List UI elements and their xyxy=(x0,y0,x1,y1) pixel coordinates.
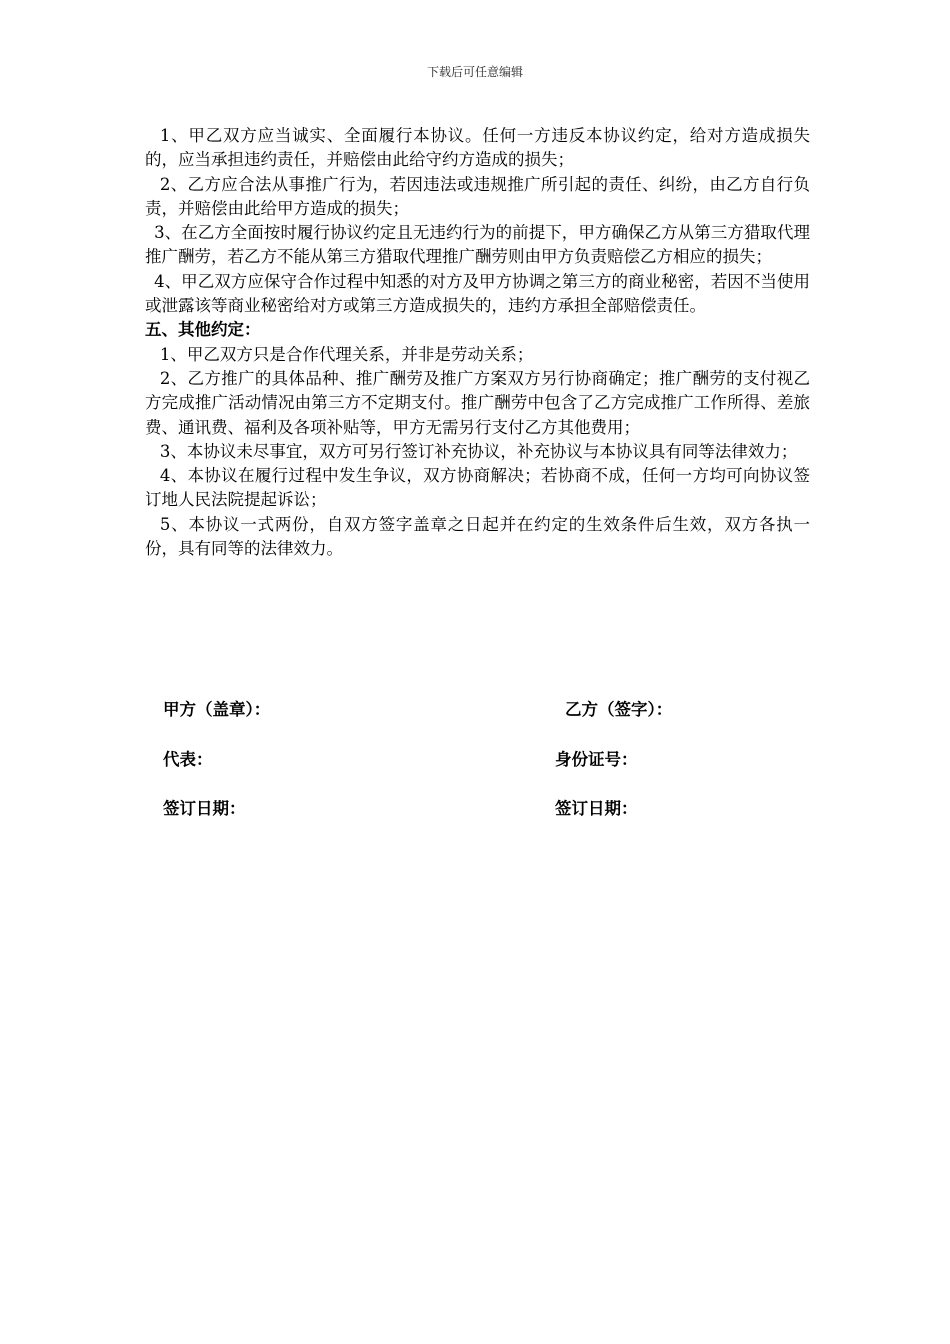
clause-4-1: 1、甲乙双方应当诚实、全面履行本协议。任何一方违反本协议约定，给对方造成损失的，应当承担违约责任，并赔偿由此给守约方造成的损失； xyxy=(145,126,810,170)
clause-5-5: 5、本协议一式两份，自双方签字盖章之日起并在约定的生效条件后生效，双方各执一份，具有同等的法律效力。 xyxy=(145,514,810,559)
id-number-label: 身份证号： xyxy=(555,750,638,769)
representative-label: 代表： xyxy=(163,750,213,769)
party-b-date-label: 签订日期： xyxy=(555,799,638,818)
clause-5-2: 2、乙方推广的具体品种、推广酬劳及推广方案双方另行协商确定；推广酬劳的支付视乙方完成推广活动情况由第三方不定期支付。推广酬劳中包含了乙方完成推广工作所得、差旅费、通讯费、福利及各项补贴等，甲方无需另行支付乙方其他费用； xyxy=(145,368,810,437)
clause-4-3: 3、在乙方全面按时履行协议约定且无违约行为的前提下，甲方确保乙方从第三方猎取代理推广酬劳，若乙方不能从第三方猎取代理推广酬劳则由甲方负责赔偿乙方相应的损失； xyxy=(145,223,810,267)
clause-4-2: 2、乙方应合法从事推广行为，若因违法或违规推广所引起的责任、纠纷，由乙方自行负责，并赔偿由此给甲方造成的损失； xyxy=(145,174,810,218)
page-header-note: 下载后可任意编辑 xyxy=(426,65,523,79)
section-5-title: 五、其他约定： xyxy=(145,320,261,340)
clause-5-1: 1、甲乙双方只是合作代理关系，并非是劳动关系； xyxy=(159,344,534,364)
party-a-date-label: 签订日期： xyxy=(163,799,246,818)
party-b-signature-label: 乙方（签字）： xyxy=(565,700,673,719)
clause-5-4: 4、本协议在履行过程中发生争议，双方协商解决；若协商不成，任何一方均可向协议签订地人民法院提起诉讼； xyxy=(145,466,810,510)
clause-4-4: 4、甲乙双方应保守合作过程中知悉的对方及甲方协调之第三方的商业秘密，若因不当使用或泄露该等商业秘密给对方或第三方造成损失的，违约方承担全部赔偿责任。 xyxy=(145,271,810,316)
clause-5-3: 3、本协议未尽事宜，双方可另行签订补充协议，补充协议与本协议具有同等法律效力； xyxy=(159,441,798,461)
agreement-body xyxy=(145,124,810,561)
party-a-seal-label: 甲方（盖章）： xyxy=(163,700,271,719)
